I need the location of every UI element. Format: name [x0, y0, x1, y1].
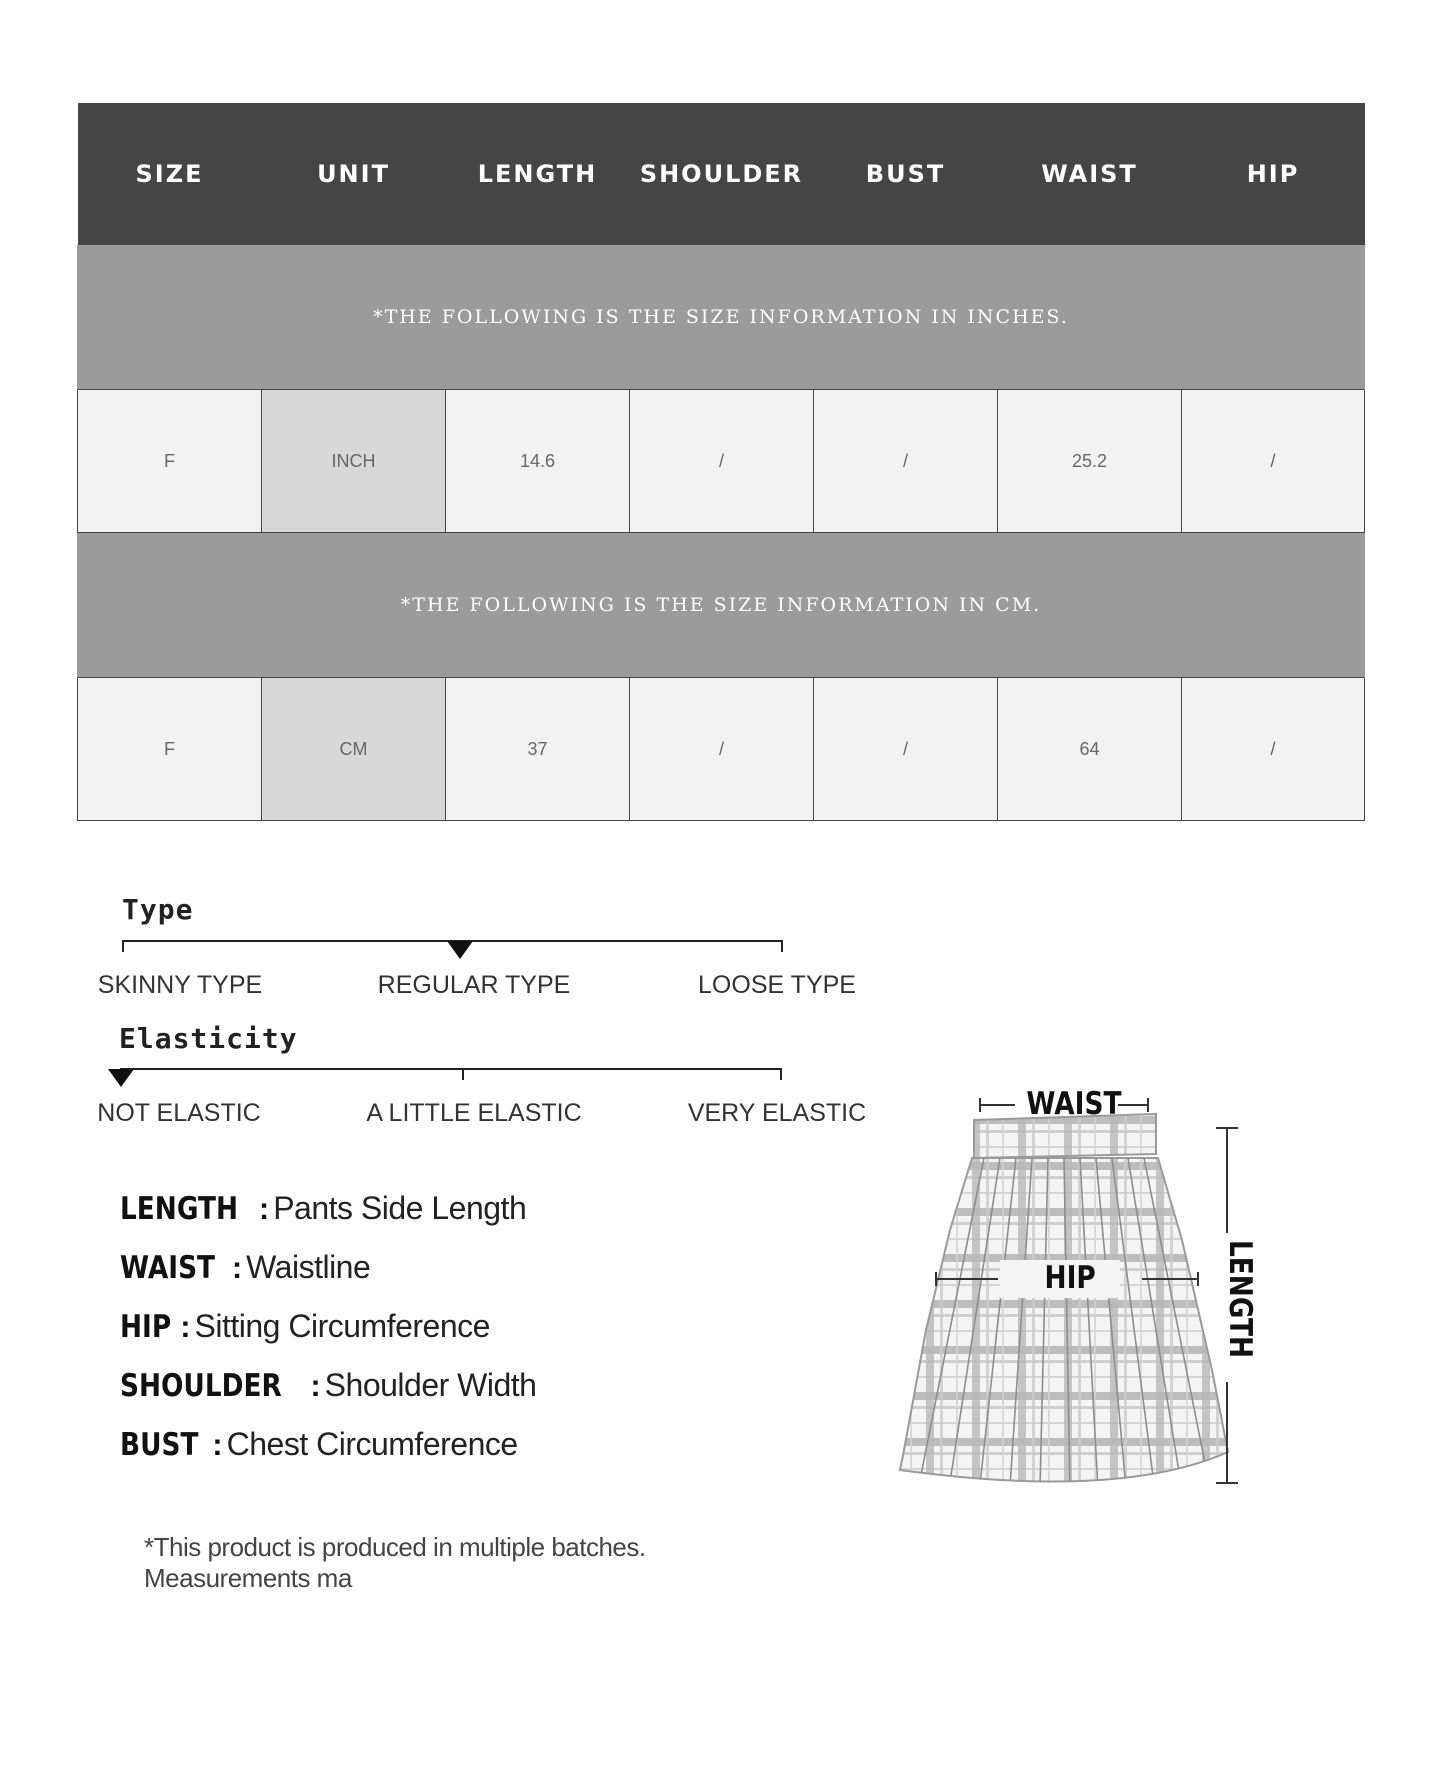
definition-row: BUST : Chest Circumference	[120, 1426, 518, 1463]
elasticity-label-little: A LITTLE ELASTIC	[366, 1099, 582, 1127]
type-tick-start	[122, 940, 124, 952]
hip-dimension-label: HIP	[1044, 1260, 1096, 1296]
cell-shoulder: /	[630, 678, 814, 821]
definition-term: SHOULDER	[120, 1368, 282, 1404]
waist-dimension-label: WAIST	[1026, 1086, 1122, 1122]
type-label-loose: LOOSE TYPE	[698, 971, 856, 999]
table-row-cm	[78, 678, 1365, 821]
inches-notice-row	[78, 245, 1365, 390]
header-hip: HIP	[1182, 103, 1365, 245]
type-label-regular: REGULAR TYPE	[377, 971, 571, 999]
type-tick-end	[781, 940, 783, 952]
definition-term: HIP	[120, 1309, 172, 1345]
elasticity-tick-end	[780, 1068, 782, 1080]
type-title: Type	[122, 893, 194, 926]
header-unit: UNIT	[262, 103, 446, 245]
definition-term: LENGTH	[120, 1191, 239, 1227]
definition-term: WAIST	[120, 1250, 216, 1286]
header-shoulder: SHOULDER	[630, 103, 814, 245]
definition-desc: Sitting Circumference	[194, 1308, 490, 1344]
length-dimension-label: LENGTH	[1222, 1240, 1258, 1359]
cm-notice-row	[78, 533, 1365, 678]
elasticity-tick-mid	[462, 1068, 464, 1080]
batch-note	[144, 1532, 646, 1594]
cell-shoulder: /	[630, 390, 814, 533]
cell-hip: /	[1182, 678, 1365, 821]
elasticity-selected-pointer-icon	[108, 1069, 134, 1087]
cell-hip: /	[1182, 390, 1365, 533]
definition-desc: Shoulder Width	[324, 1367, 537, 1403]
definition-row: LENGTH : Pants Side Length	[120, 1190, 527, 1227]
table-header-row	[78, 103, 1365, 245]
cm-notice: *THE FOLLOWING IS THE SIZE INFORMATION IN CM.	[78, 533, 1365, 678]
inches-notice: *THE FOLLOWING IS THE SIZE INFORMATION IN INCHES.	[78, 245, 1365, 390]
type-label-skinny: SKINNY TYPE	[97, 971, 263, 999]
cell-unit: INCH	[262, 390, 446, 533]
skirt-measurement-figure	[880, 1070, 1280, 1610]
header-length: LENGTH	[446, 103, 630, 245]
pleated-plaid-skirt-icon	[880, 1070, 1280, 1610]
definition-desc: Pants Side Length	[273, 1190, 527, 1226]
definition-row: HIP : Sitting Circumference	[120, 1308, 490, 1345]
definition-desc: Waistline	[246, 1249, 371, 1285]
header-size: SIZE	[78, 103, 262, 245]
measurement-definitions	[120, 1190, 536, 1485]
size-chart-table	[77, 103, 1365, 821]
definition-row: WAIST : Waistline	[120, 1249, 371, 1286]
elasticity-title: Elasticity	[119, 1022, 298, 1055]
cell-waist: 64	[998, 678, 1182, 821]
table-row-inches	[78, 390, 1365, 533]
header-waist: WAIST	[998, 103, 1182, 245]
type-selected-pointer-icon	[447, 941, 473, 959]
definition-term: BUST	[120, 1427, 199, 1463]
cell-bust: /	[814, 390, 998, 533]
note-line-2: Measurements ma	[144, 1563, 352, 1593]
header-bust: BUST	[814, 103, 998, 245]
note-line-1: *This product is produced in multiple batches.	[144, 1532, 646, 1562]
definition-row: SHOULDER : Shoulder Width	[120, 1367, 537, 1404]
cell-length: 14.6	[446, 390, 630, 533]
cell-size: F	[78, 390, 262, 533]
cell-length: 37	[446, 678, 630, 821]
elasticity-label-not: NOT ELASTIC	[97, 1099, 261, 1127]
elasticity-scale-line	[120, 1068, 782, 1070]
cell-size: F	[78, 678, 262, 821]
cell-bust: /	[814, 678, 998, 821]
cell-waist: 25.2	[998, 390, 1182, 533]
elasticity-label-very: VERY ELASTIC	[687, 1099, 867, 1127]
definition-desc: Chest Circumference	[226, 1426, 518, 1462]
cell-unit: CM	[262, 678, 446, 821]
